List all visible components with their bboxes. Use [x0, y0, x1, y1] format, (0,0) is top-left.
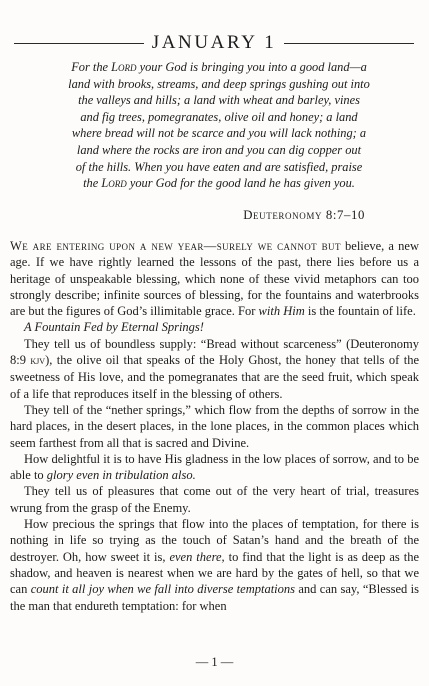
verse-text: the	[83, 176, 102, 191]
verse-line	[60, 59, 378, 76]
verse-line: of the hills. When you have eaten and are satisfied, praise	[75, 159, 363, 174]
paragraph-text: is the fountain of life.	[304, 304, 416, 319]
scripture-verse	[60, 59, 378, 192]
verse-line	[60, 175, 378, 192]
paragraph-text: They tell us of boundless supply: “Bread without scarceness” (Deuteronomy 8:9	[10, 336, 419, 368]
lord-smallcaps: Lord	[111, 60, 137, 74]
paragraph: A Fountain Fed by Eternal Springs!	[24, 320, 204, 335]
paragraph-text: How precious the springs that flow into the places of temptation, for there is nothing in life so trying as the touch of Satan’s hand and the breath of the destroyer. Oh, how sweet it is,	[10, 517, 419, 564]
italic-text: count it all joy when we fall into diverse temptations	[30, 582, 296, 597]
verse-line: land with brooks, streams, and deep springs gushing out into	[68, 76, 370, 91]
verse-line: where bread will not be scarce and you will lack nothing; a	[71, 126, 367, 141]
paragraph: They tell of the “nether springs,” which flow from the depths of sorrow in the hard places, in the desert places, in the lone places, in the common places which seem farthest from all that is sacred and Divine.	[10, 402, 419, 450]
right-rule	[284, 43, 414, 44]
paragraph	[10, 238, 419, 319]
paragraph-text: How delightful it is to have His gladness in the low places of sorrow, and to be able to	[10, 451, 419, 483]
verse-text: your God for the good land he has given you.	[126, 176, 355, 191]
italic-text: glory even in tribulation also.	[46, 468, 196, 483]
devotional-body	[10, 238, 419, 614]
verse-text: your God is bringing you into a good land—a	[136, 60, 367, 74]
left-rule	[14, 43, 144, 44]
lead-smallcaps: We are entering upon a new year—surely we cannot but	[10, 239, 341, 253]
verse-line: the valleys and hills; a land with wheat and barley, vines	[78, 93, 360, 108]
verse-reference: Deuteronomy 8:7–10	[243, 208, 365, 222]
verse-line: and fig trees, pomegranates, olive oil and honey; a land	[80, 109, 358, 124]
paragraph: They tell us of pleasures that come out of the very heart of trial, treasures wrung from the grasp of the Enemy.	[10, 484, 419, 515]
lord-smallcaps: Lord	[101, 176, 127, 191]
paragraph	[10, 451, 419, 484]
date-header	[14, 33, 414, 53]
paragraph-text: to find that the light is as deep as the shadow, and heaven is nearest when we are hard by the gates of hell, so that we can	[10, 549, 419, 597]
italic-text: with Him	[258, 304, 305, 319]
paragraph-text: and can say, “Blessed is the man that endureth temptation: for when	[10, 582, 419, 613]
paragraph	[10, 336, 419, 402]
verse-text: For the	[71, 60, 112, 74]
paragraph-text: ), the olive oil that speaks of the Holy Ghost, the honey that tells of the sweetness of His love, and the pomegranates that are the seed fruit, which speak of a life that reproduces itself in the blessing of others.	[10, 353, 419, 401]
paragraph-text: believe, a new age. If we have rightly learned the lessons of the past, there lies before us a heritage of unspeakable blessing, which none of these vivid metaphors can too strongly describe; infinite sources of blessing, for the fountains and waterbrooks are but the figures of God’s illimitable grace. For	[10, 239, 419, 319]
italic-text: even there,	[169, 549, 225, 564]
kjv-smallcaps: kjv	[30, 355, 46, 368]
date-title: JANUARY 1	[151, 32, 277, 53]
page-number: — 1 —	[195, 655, 234, 669]
verse-line: land where the rocks are iron and you can dig copper out	[76, 142, 362, 157]
paragraph	[10, 516, 419, 614]
